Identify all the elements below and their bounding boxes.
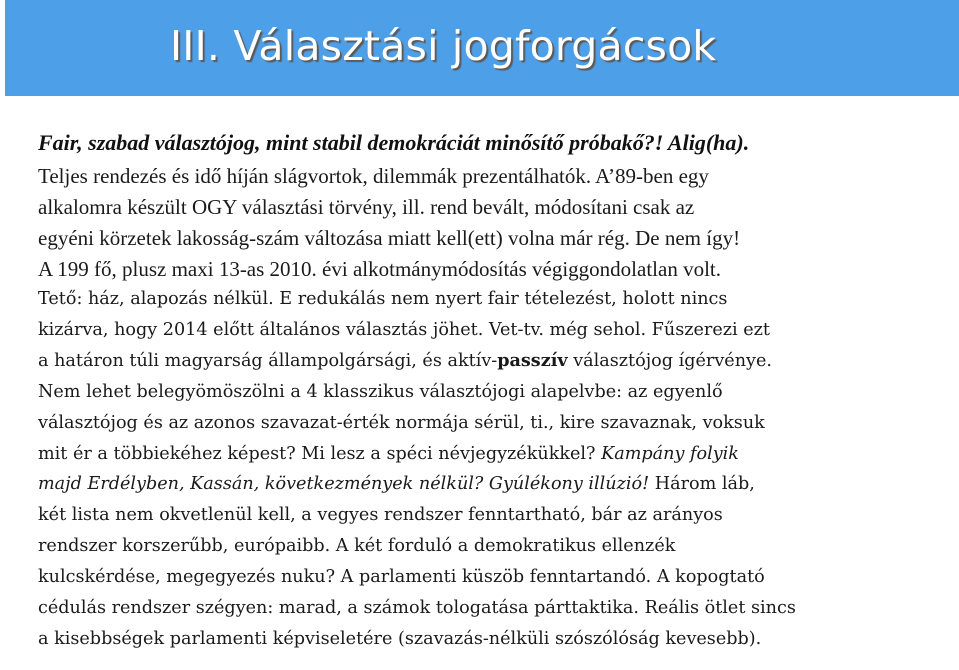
body-line <box>38 161 956 192</box>
body-text: alkalomra készült OGY választási törvény, ill. rend bevált, módosítani csak az <box>38 194 695 219</box>
body-paragraph <box>38 161 956 655</box>
lead-statement: Fair, szabad választójog, mint stabil demokráciát minősítő próbakő?! Alig(ha). <box>38 130 750 155</box>
body-line <box>38 254 956 285</box>
body-line <box>38 408 956 439</box>
body-text: egyéni körzetek lakosság-szám változása miatt kell(ett) volna már rég. De nem így! <box>38 225 741 250</box>
body-line <box>38 439 956 470</box>
body-line <box>38 624 956 655</box>
slide-title: III. Választási jogforgácsok <box>170 22 717 70</box>
body-line <box>38 346 956 377</box>
body-line <box>38 377 956 408</box>
body-text: Teljes rendezés és idő híján slágvortok, dilemmák prezentálhatók. A’89-ben egy <box>38 164 709 188</box>
body-text: a kisebbségek parlamenti képviseletére (szavazás-nélküli szószólóság kevesebb). <box>38 628 762 649</box>
body-text: Három láb, <box>649 474 755 495</box>
body-text: Tető: ház, alapozás nélkül. E redukálás nem nyert fair tételezést, holott nincs <box>38 289 728 310</box>
title-banner <box>5 0 959 96</box>
body-line <box>38 223 956 254</box>
body-line <box>38 593 956 624</box>
body-text: Nem lehet belegyömöszölni a 4 klasszikus választójogi alapelvbe: az egyenlő <box>38 381 723 402</box>
body-text: kizárva, hogy 2014 előtt általános választás jöhet. Vet-tv. még sehol. Fűszerezi ezt <box>38 320 770 341</box>
body-line <box>38 192 956 223</box>
body-line <box>38 531 956 562</box>
body-line <box>38 500 956 531</box>
body-text: A 199 fő, plusz maxi 13-as 2010. évi alkotmánymódosítás végiggondolatlan volt. <box>38 256 721 281</box>
body-line <box>38 469 956 500</box>
body-line <box>38 284 956 315</box>
italic-text: Kampány folyik <box>601 443 739 464</box>
body-text: a határon túli magyarság állampolgársági, és aktív- <box>38 351 498 372</box>
body-text: cédulás rendszer szégyen: marad, a számok tologatása párttaktika. Reális ötlet sincs <box>38 597 796 618</box>
body-text: kulcskérdése, megegyezés nuku? A parlamenti küszöb fenntartandó. A kopogtató <box>38 566 765 587</box>
body-text: mit ér a többiekéhez képest? Mi lesz a spéci névjegyzékükkel? <box>38 443 602 464</box>
body-text: választójog ígérvénye. <box>567 351 772 372</box>
body-text: két lista nem okvetlenül kell, a vegyes rendszer fenntartható, bár az arányos <box>38 505 723 526</box>
body-text: rendszer korszerűbb, európaibb. A két forduló a demokratikus ellenzék <box>38 536 676 557</box>
bold-text: passzív <box>497 350 568 372</box>
italic-text: majd Erdélyben, Kassán, következmények nélkül? Gyúlékony illúzió! <box>38 474 650 495</box>
body-line <box>38 315 956 346</box>
body-line <box>38 562 956 593</box>
slide-body <box>38 128 956 655</box>
body-text: választójog és az azonos szavazat-érték normája sérül, ti., kire szavaznak, voksuk <box>38 412 765 433</box>
